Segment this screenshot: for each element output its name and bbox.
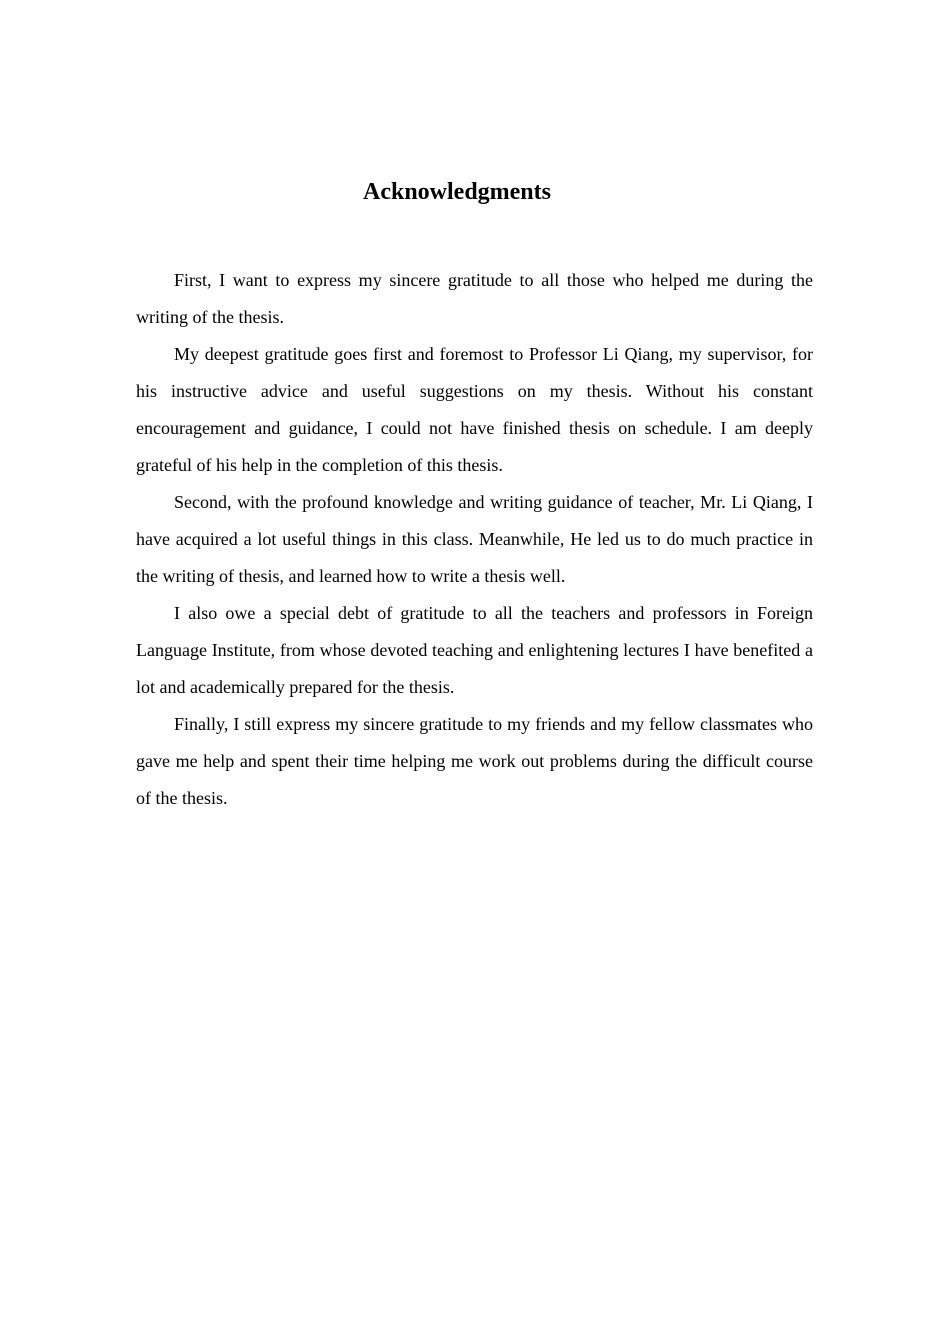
paragraph-1: First, I want to express my sincere gratitude to all those who helped me during the writing of the thesis. (136, 270, 813, 327)
paragraph-3: Second, with the profound knowledge and writing guidance of teacher, Mr. Li Qiang, I have acquired a lot useful things in this class. Meanwhile, He led us to do much practice in the writing of thesis, and learned how to write a thesis well. (136, 492, 813, 586)
page-title: Acknowledgments (362, 179, 551, 205)
paragraph-2: My deepest gratitude goes first and foremost to Professor Li Qiang, my supervisor, for his instructive advice and useful suggestions on my thesis. Without his constant encouragement and guidance, I could not have finished thesis on schedule. I am deeply grateful of his help in the completion of this thesis. (136, 344, 813, 475)
paragraph-4: I also owe a special debt of gratitude to all the teachers and professors in Foreign Language Institute, from whose devoted teaching and enlightening lectures I have benefited a lot and academically prepared for the thesis. (136, 603, 813, 697)
body-text (136, 262, 813, 817)
paragraph-5: Finally, I still express my sincere gratitude to my friends and my fellow classmates who gave me help and spent their time helping me work out problems during the difficult course of the thesis. (136, 714, 813, 808)
